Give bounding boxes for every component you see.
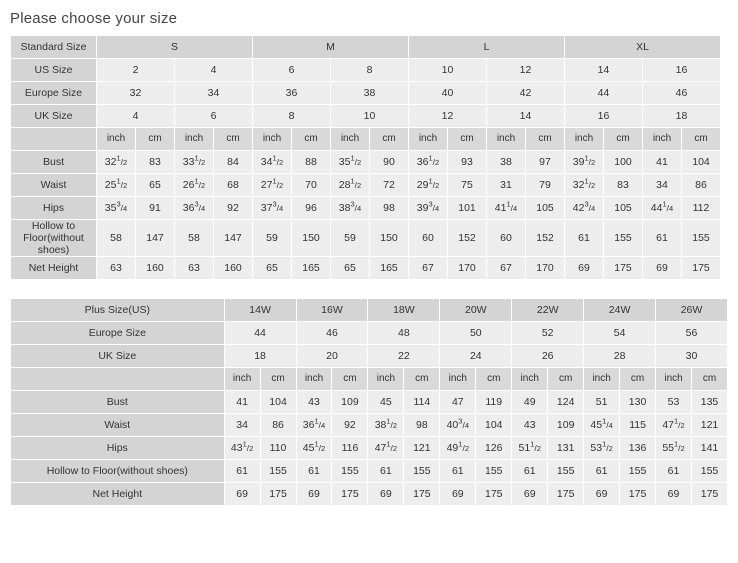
plus-size-table <box>10 298 728 506</box>
table2-row-value: 52 <box>512 322 584 345</box>
table1-row-value: 38 <box>331 82 409 105</box>
table2-measure-value: 61 <box>656 460 692 483</box>
table1-measure-value: 59 <box>253 220 292 257</box>
table2-unit-inch: inch <box>368 368 404 391</box>
table2-measure-value: 175 <box>404 483 440 506</box>
table1-measure-value: $33^1/2$ <box>175 151 214 174</box>
table2-unit-inch: inch <box>584 368 620 391</box>
table1-measure-value: 67 <box>487 257 526 280</box>
table2-row-value: 46 <box>296 322 368 345</box>
table2-measure-value: 136 <box>620 437 656 460</box>
table1-unit-row-label <box>11 128 97 151</box>
table2-measure-value: 155 <box>476 460 512 483</box>
table1-unit-inch: inch <box>175 128 214 151</box>
table2-measure-value: 45 <box>368 391 404 414</box>
table2-group-18W: 18W <box>368 299 440 322</box>
table1-measure-value: $39^1/2$ <box>565 151 604 174</box>
table1-measure-value: $36^3/4$ <box>175 197 214 220</box>
table1-measure-value: 61 <box>565 220 604 257</box>
table2-measure-value: 69 <box>656 483 692 506</box>
table2-group-20W: 20W <box>440 299 512 322</box>
table1-row-value: 16 <box>643 59 721 82</box>
table2-row <box>11 345 728 368</box>
page-title: Please choose your size <box>10 10 178 27</box>
table1-measure-value: 41 <box>643 151 682 174</box>
table1-row-value: 12 <box>487 59 565 82</box>
table1-measure-value: 86 <box>682 174 721 197</box>
table2-measure-value: 49 <box>512 391 548 414</box>
table1-measure-value: 160 <box>136 257 175 280</box>
table1-measure-value: $28^1/2$ <box>331 174 370 197</box>
table2-unit-cm: cm <box>332 368 368 391</box>
table1-unit-inch: inch <box>565 128 604 151</box>
table2-measure-label: Bust <box>11 391 225 414</box>
table2-measure-value: 34 <box>224 414 260 437</box>
table2-measure-label: Hollow to Floor(without shoes) <box>11 460 225 483</box>
table1-unit-cm: cm <box>214 128 253 151</box>
table2-measure-row <box>11 414 728 437</box>
table1-measure-value: 58 <box>97 220 136 257</box>
table2-measure-value: $38^1/2$ <box>368 414 404 437</box>
table2-row-value: 24 <box>440 345 512 368</box>
table1-measure-label: Waist <box>11 174 97 197</box>
table2-measure-value: 155 <box>620 460 656 483</box>
table2-row-value: 56 <box>656 322 728 345</box>
table2-measure-label: Net Height <box>11 483 225 506</box>
table2-measure-value: 61 <box>368 460 404 483</box>
table2-measure-value: 61 <box>512 460 548 483</box>
table2-row-value: 54 <box>584 322 656 345</box>
table2-measure-value: 47 <box>440 391 476 414</box>
table1-measure-value: 100 <box>604 151 643 174</box>
table1-measure-value: 83 <box>604 174 643 197</box>
table1-measure-value: 70 <box>292 174 331 197</box>
table2-measure-row <box>11 391 728 414</box>
table1-measure-value: 150 <box>370 220 409 257</box>
standard-size-table-wrapper <box>10 35 728 280</box>
table1-row <box>11 105 721 128</box>
table1-measure-value: 97 <box>526 151 565 174</box>
table1-row-value: 6 <box>253 59 331 82</box>
table1-measure-value: 60 <box>487 220 526 257</box>
table2-unit-inch: inch <box>296 368 332 391</box>
table2-row-label: Europe Size <box>11 322 225 345</box>
table1-unit-cm: cm <box>604 128 643 151</box>
table1-measure-value: 165 <box>370 257 409 280</box>
table1-measure-value: $44^1/4$ <box>643 197 682 220</box>
table2-measure-value: 175 <box>620 483 656 506</box>
table2-measure-value: 116 <box>332 437 368 460</box>
table1-measure-label: Net Height <box>11 257 97 280</box>
table2-unit-inch: inch <box>512 368 548 391</box>
table1-row-value: 44 <box>565 82 643 105</box>
table2-row-value: 28 <box>584 345 656 368</box>
table1-measure-value: $27^1/2$ <box>253 174 292 197</box>
table1-measure-value: $29^1/2$ <box>409 174 448 197</box>
table1-unit-cm: cm <box>526 128 565 151</box>
table2-measure-value: 43 <box>512 414 548 437</box>
table2-measure-label: Waist <box>11 414 225 437</box>
table1-measure-label: Bust <box>11 151 97 174</box>
table2-measure-row <box>11 483 728 506</box>
table1-measure-value: 83 <box>136 151 175 174</box>
table1-unit-cm: cm <box>136 128 175 151</box>
table1-measure-value: 150 <box>292 220 331 257</box>
table2-measure-value: 69 <box>296 483 332 506</box>
table2-unit-cm: cm <box>548 368 584 391</box>
table1-unit-cm: cm <box>370 128 409 151</box>
table2-measure-value: 175 <box>476 483 512 506</box>
table1-measure-value: 155 <box>682 220 721 257</box>
table1-measure-value: $42^3/4$ <box>565 197 604 220</box>
table1-row-value: 34 <box>175 82 253 105</box>
table2-row-value: 50 <box>440 322 512 345</box>
table1-measure-value: $39^3/4$ <box>409 197 448 220</box>
table1-measure-value: 152 <box>526 220 565 257</box>
table1-measure-value: 90 <box>370 151 409 174</box>
table1-measure-row <box>11 220 721 257</box>
table2-measure-value: 53 <box>656 391 692 414</box>
table2-group-24W: 24W <box>584 299 656 322</box>
table2-measure-value: 124 <box>548 391 584 414</box>
table2-measure-value: 69 <box>584 483 620 506</box>
table1-measure-value: $35^1/2$ <box>331 151 370 174</box>
table1-row-value: 10 <box>331 105 409 128</box>
table2-measure-value: 175 <box>332 483 368 506</box>
table1-measure-value: 93 <box>448 151 487 174</box>
table1-measure-value: 34 <box>643 174 682 197</box>
table1-measure-value: 92 <box>214 197 253 220</box>
table1-group-S: S <box>97 36 253 59</box>
table1-measure-value: 63 <box>175 257 214 280</box>
table2-measure-value: 114 <box>404 391 440 414</box>
table2-measure-value: 175 <box>548 483 584 506</box>
table1-measure-value: $32^1/2$ <box>565 174 604 197</box>
table1-measure-value: 147 <box>136 220 175 257</box>
table2-measure-value: $49^1/2$ <box>440 437 476 460</box>
table2-header-row <box>11 299 728 322</box>
table2-unit-inch: inch <box>656 368 692 391</box>
table1-measure-value: 96 <box>292 197 331 220</box>
table2-unit-cm: cm <box>620 368 656 391</box>
table2-measure-value: 110 <box>260 437 296 460</box>
table1-measure-value: $26^1/2$ <box>175 174 214 197</box>
table2-measure-value: 155 <box>332 460 368 483</box>
table1-row-value: 16 <box>565 105 643 128</box>
table1-unit-cm: cm <box>448 128 487 151</box>
table1-measure-value: 63 <box>97 257 136 280</box>
table1-row-label: Europe Size <box>11 82 97 105</box>
table1-unit-cm: cm <box>682 128 721 151</box>
table1-measure-value: 65 <box>253 257 292 280</box>
table1-row-value: 18 <box>643 105 721 128</box>
table2-measure-value: 69 <box>440 483 476 506</box>
table2-measure-label: Hips <box>11 437 225 460</box>
table2-measure-row <box>11 460 728 483</box>
table2-measure-value: 175 <box>260 483 296 506</box>
table1-measure-value: 112 <box>682 197 721 220</box>
table2-measure-value: 109 <box>548 414 584 437</box>
table1-row-value: 42 <box>487 82 565 105</box>
table2-measure-value: 61 <box>296 460 332 483</box>
table1-measure-value: $32^1/2$ <box>97 151 136 174</box>
table1-measure-value: 69 <box>643 257 682 280</box>
table1-measure-value: 98 <box>370 197 409 220</box>
table1-measure-value: 59 <box>331 220 370 257</box>
table2-measure-value: 69 <box>368 483 404 506</box>
table2-measure-value: 92 <box>332 414 368 437</box>
table1-measure-value: 152 <box>448 220 487 257</box>
table1-unit-inch: inch <box>487 128 526 151</box>
table1-measure-value: 170 <box>526 257 565 280</box>
table2-unit-inch: inch <box>440 368 476 391</box>
table1-header-label: Standard Size <box>11 36 97 59</box>
table2-measure-value: 115 <box>620 414 656 437</box>
table1-measure-value: 67 <box>409 257 448 280</box>
table2-measure-value: 41 <box>224 391 260 414</box>
table1-measure-value: 104 <box>682 151 721 174</box>
table1-unit-inch: inch <box>643 128 682 151</box>
table1-row-value: 4 <box>175 59 253 82</box>
table2-measure-value: 155 <box>692 460 728 483</box>
table2-unit-cm: cm <box>692 368 728 391</box>
table1-unit-cm: cm <box>292 128 331 151</box>
table2-measure-value: 126 <box>476 437 512 460</box>
table2-measure-value: 155 <box>404 460 440 483</box>
table1-row <box>11 82 721 105</box>
table2-row <box>11 322 728 345</box>
table2-unit-cm: cm <box>404 368 440 391</box>
table2-measure-value: 130 <box>620 391 656 414</box>
table2-measure-value: 155 <box>548 460 584 483</box>
table2-measure-value: $55^1/2$ <box>656 437 692 460</box>
table1-unit-inch: inch <box>409 128 448 151</box>
table1-measure-value: 155 <box>604 220 643 257</box>
table1-measure-value: 175 <box>682 257 721 280</box>
table1-measure-value: 175 <box>604 257 643 280</box>
table1-unit-row <box>11 128 721 151</box>
table1-measure-row <box>11 151 721 174</box>
table1-measure-value: 72 <box>370 174 409 197</box>
table1-measure-value: 88 <box>292 151 331 174</box>
table2-unit-cm: cm <box>476 368 512 391</box>
table2-unit-row <box>11 368 728 391</box>
table2-measure-value: $53^1/2$ <box>584 437 620 460</box>
table2-group-26W: 26W <box>656 299 728 322</box>
table1-row-value: 14 <box>487 105 565 128</box>
table2-measure-value: 43 <box>296 391 332 414</box>
table1-group-XL: XL <box>565 36 721 59</box>
table1-row-value: 8 <box>253 105 331 128</box>
table2-unit-row-label <box>11 368 225 391</box>
table1-measure-label: Hips <box>11 197 97 220</box>
table2-row-label: UK Size <box>11 345 225 368</box>
table1-header-row <box>11 36 721 59</box>
table1-measure-row <box>11 174 721 197</box>
table1-row-value: 12 <box>409 105 487 128</box>
table2-measure-value: 98 <box>404 414 440 437</box>
table1-measure-value: 38 <box>487 151 526 174</box>
table2-row-value: 18 <box>224 345 296 368</box>
table2-header-label: Plus Size(US) <box>11 299 225 322</box>
table2-measure-value: $45^1/2$ <box>296 437 332 460</box>
table2-measure-value: 135 <box>692 391 728 414</box>
table1-unit-inch: inch <box>97 128 136 151</box>
table1-measure-row <box>11 257 721 280</box>
table1-measure-value: $36^1/2$ <box>409 151 448 174</box>
table2-measure-row <box>11 437 728 460</box>
table1-row-value: 2 <box>97 59 175 82</box>
table1-row-value: 40 <box>409 82 487 105</box>
standard-size-table <box>10 35 721 280</box>
table1-measure-value: 60 <box>409 220 448 257</box>
table1-measure-value: 79 <box>526 174 565 197</box>
table2-measure-value: 86 <box>260 414 296 437</box>
table2-measure-value: 131 <box>548 437 584 460</box>
table2-measure-value: $51^1/2$ <box>512 437 548 460</box>
table1-row-value: 46 <box>643 82 721 105</box>
table2-measure-value: $45^1/4$ <box>584 414 620 437</box>
table2-unit-cm: cm <box>260 368 296 391</box>
table1-row-value: 4 <box>97 105 175 128</box>
plus-size-table-wrapper <box>10 298 728 506</box>
table2-measure-value: $47^1/2$ <box>656 414 692 437</box>
table1-group-L: L <box>409 36 565 59</box>
table1-measure-value: 170 <box>448 257 487 280</box>
table2-measure-value: 61 <box>584 460 620 483</box>
table1-measure-row <box>11 197 721 220</box>
table1-measure-value: $34^1/2$ <box>253 151 292 174</box>
table2-measure-value: 141 <box>692 437 728 460</box>
table1-measure-label: Hollow to Floor(without shoes) <box>11 220 97 257</box>
table1-row-label: UK Size <box>11 105 97 128</box>
table1-row-value: 6 <box>175 105 253 128</box>
table1-measure-value: $35^3/4$ <box>97 197 136 220</box>
table1-measure-value: $37^3/4$ <box>253 197 292 220</box>
table1-unit-inch: inch <box>331 128 370 151</box>
table1-row-value: 10 <box>409 59 487 82</box>
table2-group-16W: 16W <box>296 299 368 322</box>
table1-measure-value: 101 <box>448 197 487 220</box>
table2-measure-value: 61 <box>224 460 260 483</box>
table1-measure-value: $41^1/4$ <box>487 197 526 220</box>
table1-row-value: 36 <box>253 82 331 105</box>
table1-row <box>11 59 721 82</box>
table2-row-value: 20 <box>296 345 368 368</box>
table1-measure-value: 84 <box>214 151 253 174</box>
table2-measure-value: $40^3/4$ <box>440 414 476 437</box>
table1-measure-value: 147 <box>214 220 253 257</box>
table1-measure-value: 160 <box>214 257 253 280</box>
table2-measure-value: 69 <box>512 483 548 506</box>
table1-measure-value: 65 <box>136 174 175 197</box>
table2-measure-value: 121 <box>404 437 440 460</box>
table1-measure-value: 69 <box>565 257 604 280</box>
table2-measure-value: 104 <box>476 414 512 437</box>
table2-measure-value: 155 <box>260 460 296 483</box>
table2-unit-inch: inch <box>224 368 260 391</box>
table1-measure-value: 105 <box>604 197 643 220</box>
table1-group-M: M <box>253 36 409 59</box>
table2-measure-value: 104 <box>260 391 296 414</box>
table2-measure-value: $43^1/2$ <box>224 437 260 460</box>
table1-measure-value: 105 <box>526 197 565 220</box>
table2-row-value: 22 <box>368 345 440 368</box>
table1-row-label: US Size <box>11 59 97 82</box>
table2-measure-value: 175 <box>692 483 728 506</box>
table1-measure-value: 31 <box>487 174 526 197</box>
table2-group-22W: 22W <box>512 299 584 322</box>
table2-measure-value: $47^1/2$ <box>368 437 404 460</box>
table1-measure-value: 165 <box>292 257 331 280</box>
table1-measure-value: 65 <box>331 257 370 280</box>
table2-measure-value: $36^1/4$ <box>296 414 332 437</box>
table2-group-14W: 14W <box>224 299 296 322</box>
table1-row-value: 14 <box>565 59 643 82</box>
table2-measure-value: 109 <box>332 391 368 414</box>
table2-measure-value: 69 <box>224 483 260 506</box>
table1-row-value: 8 <box>331 59 409 82</box>
table2-measure-value: 121 <box>692 414 728 437</box>
table1-measure-value: 91 <box>136 197 175 220</box>
table2-row-value: 30 <box>656 345 728 368</box>
table1-measure-value: 61 <box>643 220 682 257</box>
table1-measure-value: 58 <box>175 220 214 257</box>
table2-measure-value: 51 <box>584 391 620 414</box>
table1-measure-value: 68 <box>214 174 253 197</box>
table1-measure-value: $25^1/2$ <box>97 174 136 197</box>
table2-measure-value: 119 <box>476 391 512 414</box>
table1-unit-inch: inch <box>253 128 292 151</box>
table2-row-value: 48 <box>368 322 440 345</box>
table1-measure-value: 75 <box>448 174 487 197</box>
table1-row-value: 32 <box>97 82 175 105</box>
table2-row-value: 44 <box>224 322 296 345</box>
table2-row-value: 26 <box>512 345 584 368</box>
table2-measure-value: 61 <box>440 460 476 483</box>
table1-measure-value: $38^3/4$ <box>331 197 370 220</box>
